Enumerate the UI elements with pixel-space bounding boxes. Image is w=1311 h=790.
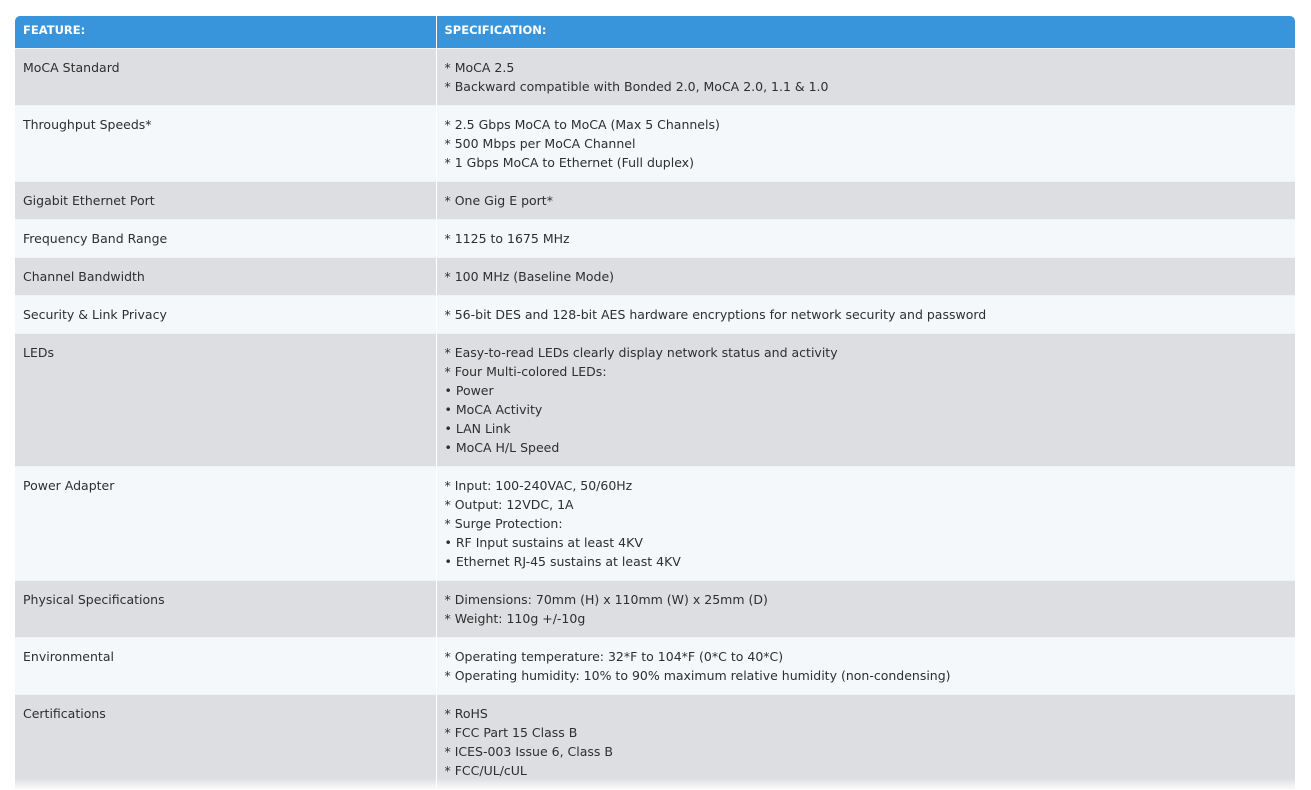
specification-cell bbox=[436, 580, 1295, 637]
spec-table-header bbox=[15, 16, 1295, 48]
feature-cell: Channel Bandwidth bbox=[15, 257, 436, 295]
spec-line: * Backward compatible with Bonded 2.0, MoCA 2.0, 1.1 & 1.0 bbox=[444, 78, 829, 94]
specification-cell bbox=[436, 219, 1295, 257]
table-row bbox=[15, 105, 1295, 181]
feature-cell: Physical Specifications bbox=[15, 580, 436, 637]
spec-line: * Four Multi-colored LEDs: bbox=[444, 363, 607, 379]
specification-cell bbox=[436, 48, 1295, 105]
table-row bbox=[15, 295, 1295, 333]
specification-cell bbox=[436, 295, 1295, 333]
spec-line: * ICES-003 Issue 6, Class B bbox=[444, 743, 613, 759]
spec-line: * Easy-to-read LEDs clearly display network status and activity bbox=[444, 344, 838, 360]
spec-line: * 1125 to 1675 MHz bbox=[444, 230, 570, 246]
spec-line: * FCC/UL/cUL bbox=[444, 762, 527, 778]
spec-table bbox=[15, 16, 1295, 789]
specification-cell bbox=[436, 466, 1295, 580]
table-row bbox=[15, 48, 1295, 105]
feature-cell: Certifications bbox=[15, 694, 436, 789]
feature-cell: MoCA Standard bbox=[15, 48, 436, 105]
spec-line: * Input: 100-240VAC, 50/60Hz bbox=[444, 477, 633, 493]
specification-cell bbox=[436, 181, 1295, 219]
spec-line: * Operating humidity: 10% to 90% maximum relative humidity (non-condensing) bbox=[444, 667, 951, 683]
spec-line: • RF Input sustains at least 4KV bbox=[444, 534, 643, 550]
table-row bbox=[15, 219, 1295, 257]
table-row bbox=[15, 637, 1295, 694]
spec-line: * 56-bit DES and 128-bit AES hardware encryptions for network security and password bbox=[444, 306, 987, 322]
feature-cell: Security & Link Privacy bbox=[15, 295, 436, 333]
spec-line: * Dimensions: 70mm (H) x 110mm (W) x 25mm (D) bbox=[444, 591, 768, 607]
spec-line: • LAN Link bbox=[444, 420, 511, 436]
specification-cell bbox=[436, 333, 1295, 466]
specification-cell bbox=[436, 105, 1295, 181]
feature-cell: LEDs bbox=[15, 333, 436, 466]
spec-line: * Output: 12VDC, 1A bbox=[444, 496, 574, 512]
spec-line: * Surge Protection: bbox=[444, 515, 563, 531]
spec-line: * Weight: 110g +/-10g bbox=[444, 610, 586, 626]
spec-line: * Operating temperature: 32*F to 104*F (0*C to 40*C) bbox=[444, 648, 784, 664]
spec-line: * RoHS bbox=[444, 705, 488, 721]
spec-line: • Ethernet RJ-45 sustains at least 4KV bbox=[444, 553, 681, 569]
table-row bbox=[15, 694, 1295, 789]
table-row bbox=[15, 181, 1295, 219]
specification-cell bbox=[436, 637, 1295, 694]
spec-line: * 1 Gbps MoCA to Ethernet (Full duplex) bbox=[444, 154, 694, 170]
spec-line: * FCC Part 15 Class B bbox=[444, 724, 578, 740]
spec-line: * One Gig E port* bbox=[444, 192, 553, 208]
feature-cell: Frequency Band Range bbox=[15, 219, 436, 257]
feature-column-header: FEATURE: bbox=[15, 16, 436, 48]
table-row bbox=[15, 466, 1295, 580]
feature-cell: Environmental bbox=[15, 637, 436, 694]
table-row bbox=[15, 333, 1295, 466]
spec-table-container bbox=[15, 16, 1295, 789]
header-row bbox=[15, 16, 1295, 48]
feature-cell: Gigabit Ethernet Port bbox=[15, 181, 436, 219]
table-row bbox=[15, 257, 1295, 295]
specification-column-header: SPECIFICATION: bbox=[436, 16, 1295, 48]
spec-line: * MoCA 2.5 bbox=[444, 59, 515, 75]
feature-cell: Power Adapter bbox=[15, 466, 436, 580]
table-row bbox=[15, 580, 1295, 637]
spec-line: • MoCA Activity bbox=[444, 401, 543, 417]
feature-cell: Throughput Speeds* bbox=[15, 105, 436, 181]
specification-cell bbox=[436, 257, 1295, 295]
spec-line: * 2.5 Gbps MoCA to MoCA (Max 5 Channels) bbox=[444, 116, 720, 132]
specification-cell bbox=[436, 694, 1295, 789]
spec-line: * 500 Mbps per MoCA Channel bbox=[444, 135, 636, 151]
spec-line: • MoCA H/L Speed bbox=[444, 439, 560, 455]
spec-line: * 100 MHz (Baseline Mode) bbox=[444, 268, 615, 284]
spec-table-body bbox=[15, 48, 1295, 789]
spec-line: • Power bbox=[444, 382, 494, 398]
